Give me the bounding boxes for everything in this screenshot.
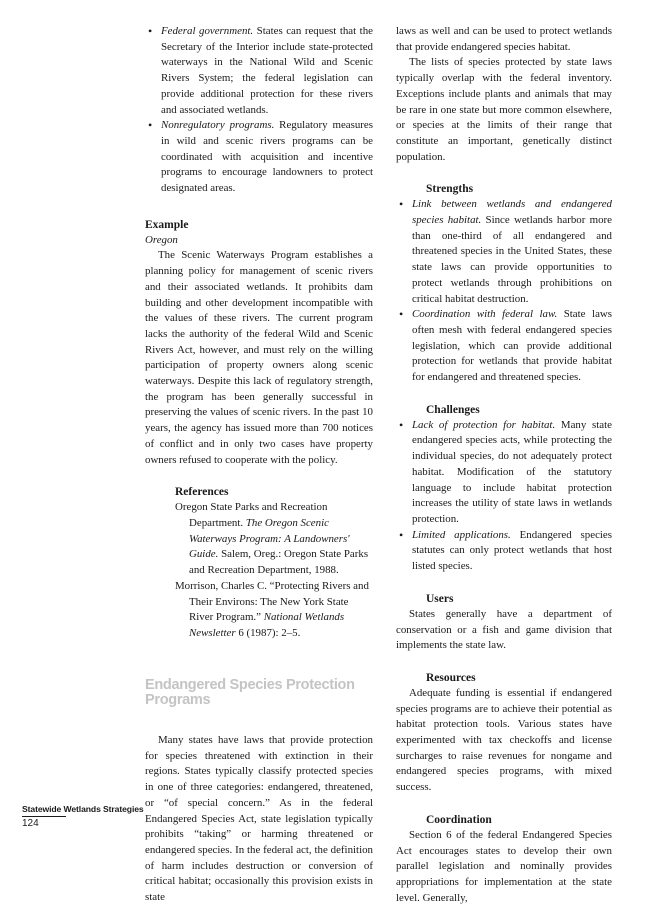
section-title: Endangered Species Protection Programs [145, 676, 355, 709]
challenges-heading: Challenges [426, 403, 480, 416]
users-heading: Users [426, 592, 454, 605]
running-footer-title: Statewide Wetlands Strategies [22, 804, 144, 814]
strengths-list [396, 197, 612, 385]
users-text: States generally have a department of conservation or a fish and game division that implements the state law. [396, 607, 612, 652]
reference-item: Morrison, Charles C. “Protecting Rivers and Their Environs: The New York State River Program.” National Wetlands Newsletter 6 (1987): 2–5. [175, 579, 369, 639]
strengths-heading: Strengths [426, 183, 474, 196]
coordination-heading: Coordination [426, 813, 492, 826]
list-item: • Link between wetlands and endangered species habitat. Since wetlands harbor more than one-third of all endangered and threatened species in the United States, these state laws can provide opportunities to protect wetlands through prohibitions on critical habitat destruction. [396, 197, 612, 307]
list-item: • Coordination with federal law. State laws often mesh with federal endangered species legislation, which can provide additional protection for wetlands that provide habitat for endangered and threatened species. [396, 307, 612, 386]
left-column [145, 24, 373, 906]
list-item: • Nonregulatory programs. Regulatory measures in wild and scenic rivers programs can be coordinated with acquisition and incentive programs to encourage landowners to protect designated areas. [145, 118, 373, 197]
list-item: • Lack of protection for habitat. Many state endangered species acts, while protecting the individual species, do not adequately protect habitat. Modification of the statutory language to include habitat protection increases the utility of state laws in wetlands protection. [396, 418, 612, 528]
right-column [396, 24, 612, 906]
resources-text: Adequate funding is essential if endangered species programs are to achieve their potential as habitat protection tools. Various states have experimented with tax checkoffs and license surcharges to raise revenues for nongame and endangered species programs, with mixed success. [396, 686, 612, 794]
challenges-list [396, 418, 612, 575]
list-item: • Federal government. States can request that the Secretary of the Interior include state-protected waterways in the National Wild and Scenic Rivers System; the federal legislation can provide additional protection for these rivers and associated wetlands. [145, 24, 373, 118]
footer-rule [22, 816, 66, 817]
intro-text-2: The lists of species protected by state laws typically overlap with the federal inventory. Exceptions include plants and animals that may be rare in one state but more common elsewhere, or species at the limits of their range that constitute an important, genetically distinct population. [396, 56, 612, 163]
option-bullets [145, 24, 373, 197]
intro-text: laws as well and can be used to protect wetlands that provide endangered species habitat. [396, 25, 612, 53]
example-heading: Example [145, 218, 189, 231]
resources-heading: Resources [426, 671, 476, 684]
coordination-text: Section 6 of the federal Endangered Species Act encourages states to develop their own parallel legislation and nominally provides appropriations for implementation at the state level. Generally, [396, 828, 612, 904]
list-item: • Limited applications. Endangered species statutes can only protect wetlands that host listed species. [396, 528, 612, 575]
example-place: Oregon [145, 233, 178, 246]
page-footer [22, 804, 144, 829]
section-text: Many states have laws that provide protection for species threatened with extinction in their regions. States typically classify protected species in one of three categories: endangered, threatened, or “of special concern.” As in the federal Endangered Species Act, state legislation typically prohibits “taking” or harming threatened or endangered species. In the federal act, the definition of harm includes destruction or conversion of critical habitat; occasionally this provision exists in state [145, 734, 373, 904]
reference-item: Oregon State Parks and Recreation Department. The Oregon Scenic Waterways Program: A Landowners' Guide. Salem, Oreg.: Oregon State Parks and Recreation Department, 1988. [175, 501, 369, 577]
example-text: The Scenic Waterways Program establishes a planning policy for management of scenic rivers and their associated wetlands. It prohibits dam building and other development incompatible with the values of these rivers. The current program lacks the authority of the federal Wild and Scenic Rivers Act, however, and must rely on the willing participation of property owners along scenic waterways. Despite this lack of regulatory strength, the program has been generally successful in preserving the values of scenic rivers. In the past 10 years, the agency has issued more than 700 notices of conflict and in only two cases have property owners refused to cooperate with the policy. [145, 249, 373, 466]
references-list [145, 500, 373, 641]
page-number: 124 [22, 818, 39, 829]
references-heading: References [175, 486, 229, 499]
